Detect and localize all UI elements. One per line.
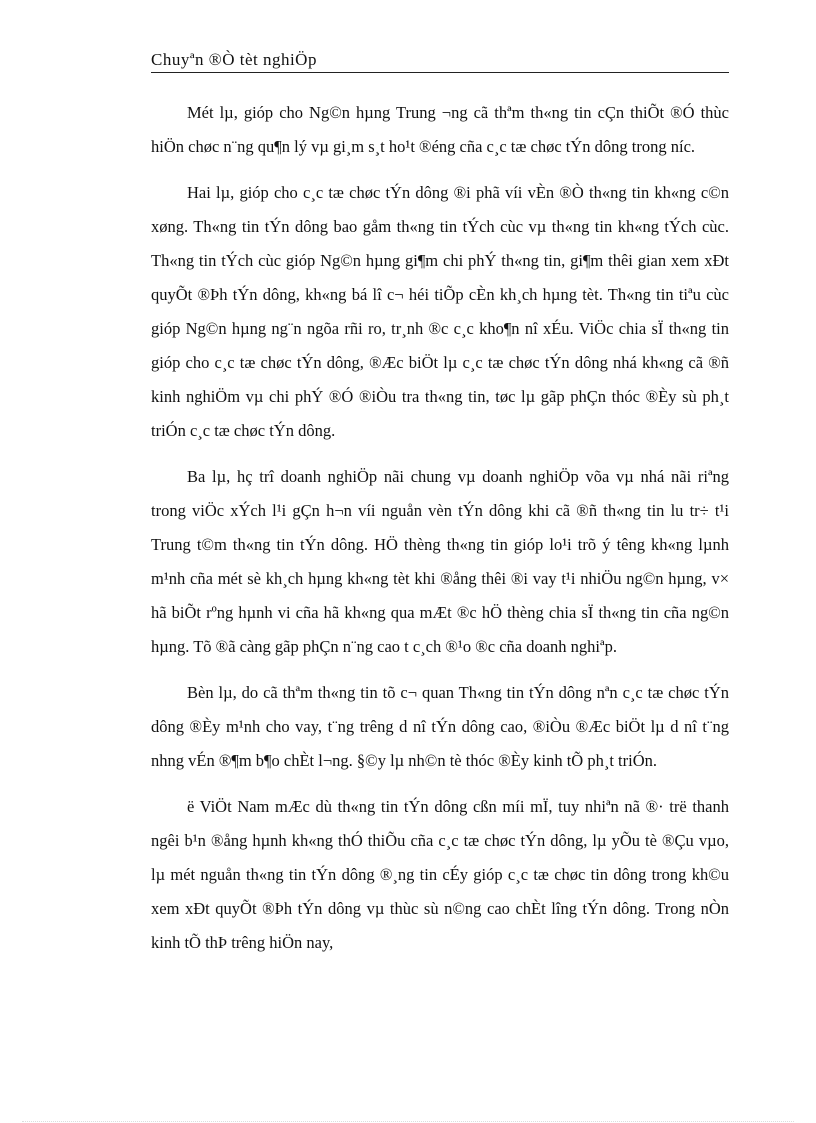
paragraph-4: Bèn lµ, do cã thªm th«ng tin tõ c¬ quan Th«ng tin tÝn dông nªn c¸c tæ chøc tÝn dông ®Èy m¹nh cho vay, t¨ng trêng d nî tÝn dông cao, ®iÒu ®Æc biÖt lµ d nî t¨ng nhng vÉn ®¶m b¶o chÈt l¬ng. §©y lµ nh©n tè thóc ®Èy kinh tÕ ph¸t triÓn. xyxy=(151,683,729,770)
header-title: Chuyªn ®Ò tèt nghiÖp xyxy=(151,50,317,69)
paragraph-3: Ba lµ, hç trî doanh nghiÖp nãi chung vµ doanh nghiÖp võa vµ nhá nãi riªng trong viÖc xÝch l¹i gÇn h¬n víi nguån vèn tÝn dông khi cã ®ñ th«ng tin lu tr÷ t¹i Trung t©m th«ng tin tÝn dông. HÖ thèng th«ng tin gióp lo¹i trõ ý têng kh«ng lµnh m¹nh cña mét sè kh¸ch hµng kh«ng tèt khi ®ång thêi ®i vay t¹i nhiÖu ng©n hµng, v× hã biÕt rºng hµnh vi cña hã kh«ng qua mÆt ®c hÖ thèng chia sÏ th«ng tin cña ng©n hµng. Tõ ®ã càng gãp phÇn n¨ng cao t c¸ch ®¹o ®c cña doanh nghiªp. xyxy=(151,467,729,656)
paragraph-5: ë ViÖt Nam mÆc dù th«ng tin tÝn dông cßn míi mÏ, tuy nhiªn nã ®· trë thanh ngêi b¹n ®ång hµnh kh«ng thÓ thiÕu cña c¸c tæ chøc tÝn dông, lµ yÕu tè ®Çu vµo, lµ mét nguån th«ng tin tÝn dông ®¸ng tin cÉy gióp c¸c tæ chøc tin dông trong kh©u xem xÐt quyÕt ®Þh tÝn dông vµ thùc sù n©ng cao chÈt lîng tÝn dông. Trong nÒn kinh tÕ thÞ trêng hiÖn nay, xyxy=(151,797,729,952)
paragraph-1: Mét lµ, gióp cho Ng©n hµng Trung ¬ng cã thªm th«ng tin cÇn thiÕt ®Ó thùc hiÖn chøc n¨ng qu¶n lý vµ gi¸m s¸t ho¹t ®éng cña c¸c tæ chøc tÝn dông trong níc. xyxy=(151,103,729,156)
document-body xyxy=(151,96,729,972)
page-bottom-divider xyxy=(22,1121,794,1122)
paragraph-2: Hai lµ, gióp cho c¸c tæ chøc tÝn dông ®i phã víi vÈn ®Ò th«ng tin kh«ng c©n xøng. Th«ng tin tÝn dông bao gåm th«ng tin tÝch cùc vµ th«ng tin kh«ng tÝch cùc. Th«ng tin tÝch cùc gióp Ng©n hµng gi¶m chi phÝ th«ng tin, gi¶m thêi gian xem xÐt quyÕt ®Þh tÝn dông, kh«ng bá lî c¬ héi tiÕp cÈn kh¸ch hµng tèt. Th«ng tin tiªu cùc gióp Ng©n hµng ng¨n ngõa rñi ro, tr¸nh ®c c¸c kho¶n nî xÉu. ViÖc chia sÏ th«ng tin gióp cho c¸c tæ chøc tÝn dông, ®Æc biÖt lµ c¸c tæ chøc tÝn dông nhá kh«ng cã ®ñ kinh nghiÖm vµ chi phÝ ®Ó ®iÒu tra th«ng tin, tøc lµ gãp phÇn thóc ®Èy sù ph¸t triÓn c¸c tæ chøc tÝn dông. xyxy=(151,183,729,440)
page-header xyxy=(151,50,729,73)
